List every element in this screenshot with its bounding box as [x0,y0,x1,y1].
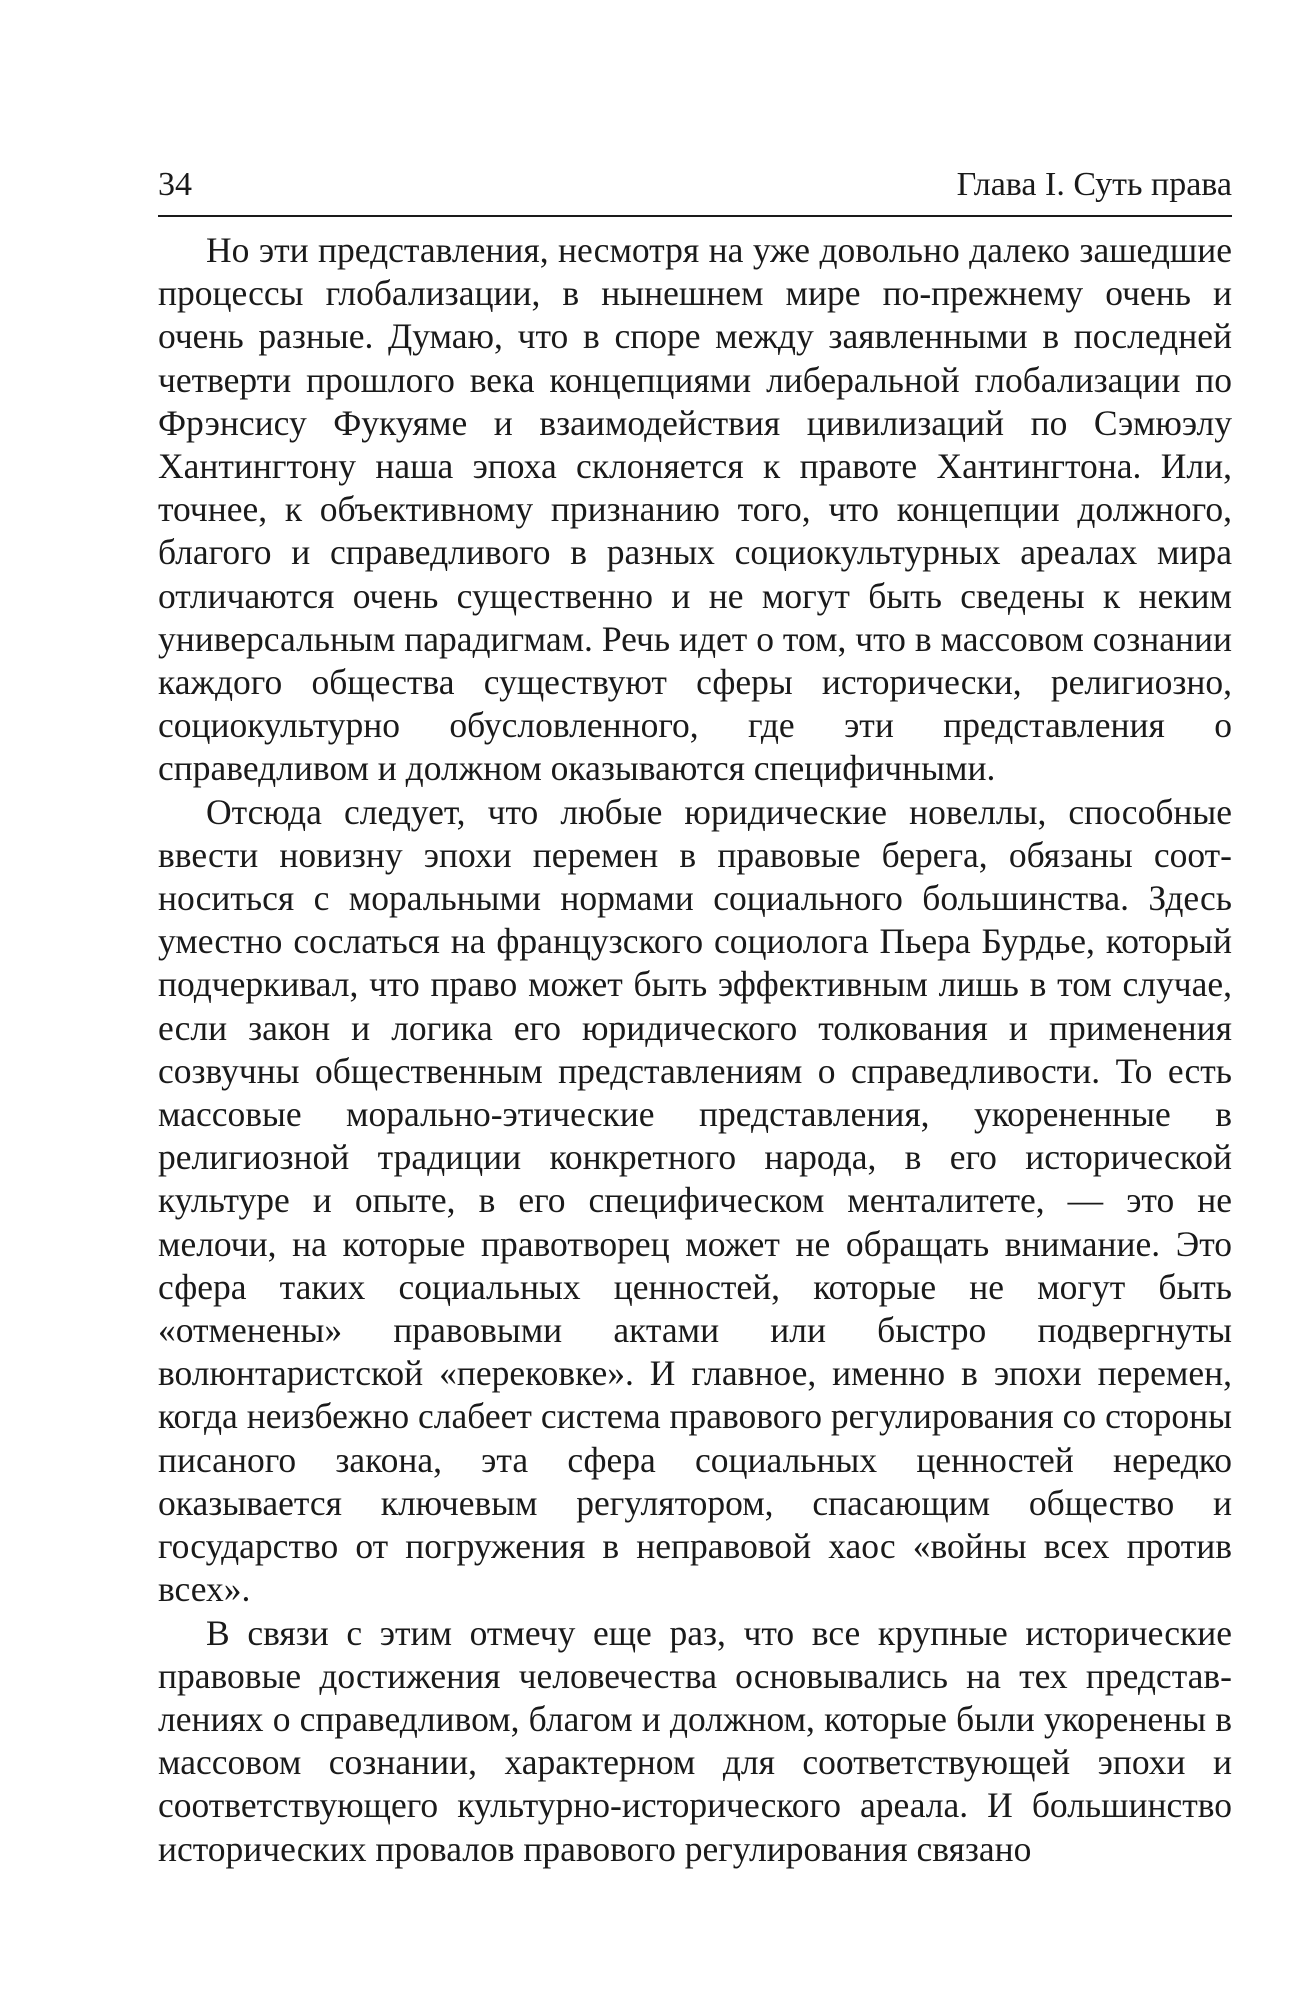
chapter-title: Глава I. Суть права [956,166,1232,203]
running-head [158,165,1232,217]
book-page [158,165,1232,1871]
paragraph: В связи с этим отмечу еще раз, что все крупные исторические правовые достижения человечества основывались на тех представлениях о справедливом, благом и должном, которые были укоренены в массовом сознании, характерном для соответствующей эпохи и соответствующего культурно-исторического ареала. И большинство исторических провалов правового регулирования связано [158,1612,1232,1869]
paragraph: Отсюда следует, что любые юридические новеллы, способные ввести новизну эпохи перемен в правовые берега, обязаны соотноситься с моральными нормами социального большинства. Здесь уместно сослаться на французского социолога Пьера Бурдье, который подчеркивал, что право может быть эффективным лишь в том случае, если закон и логика его юридического толкования и применения созвучны общественным представлениям о справедливости. То есть массовые морально-этические представления, укорененные в религиозной традиции конкретного народа, в его исторической культуре и опыте, в его специфическом менталитете, — это не мелочи, на которые правотворец может не обращать внимание. Это сфера таких социальных ценностей, которые не могут быть «отменены» правовыми актами или быстро подвергнуты волюнтаристской «перековке». И главное, именно в эпохи перемен, когда неизбежно слабеет система правового регулирования со стороны писаного закона, эта сфера социальных ценностей нередко оказывается ключевым регулятором, спасающим общество и государство от погружения в неправовой хаос «войны всех против всех». [158,791,1232,1610]
body-text [158,229,1232,1871]
page-number: 34 [158,166,192,203]
paragraph: Но эти представления, несмотря на уже довольно далеко зашедшие процессы глобализации, в нынешнем мире по-прежнему очень и очень разные. Думаю, что в споре между заявленными в последней четверти прошлого века концепциями либеральной глобализации по Фрэнсису Фукуяме и взаимодействия цивилизаций по Сэмюэлу Хантингтону наша эпоха склоняется к правоте Хантингтона. Или, точнее, к объективному признанию того, что концепции должного, благого и справедливого в разных социокультурных ареалах мира отличаются очень существенно и не могут быть сведены к неким универсальным парадигмам. Речь идет о том, что в массовом сознании каждого общества существуют сферы исторически, религиозно, социокультурно обусловленного, где эти представления о справедливом и должном оказываются специфичными. [158,230,1232,789]
